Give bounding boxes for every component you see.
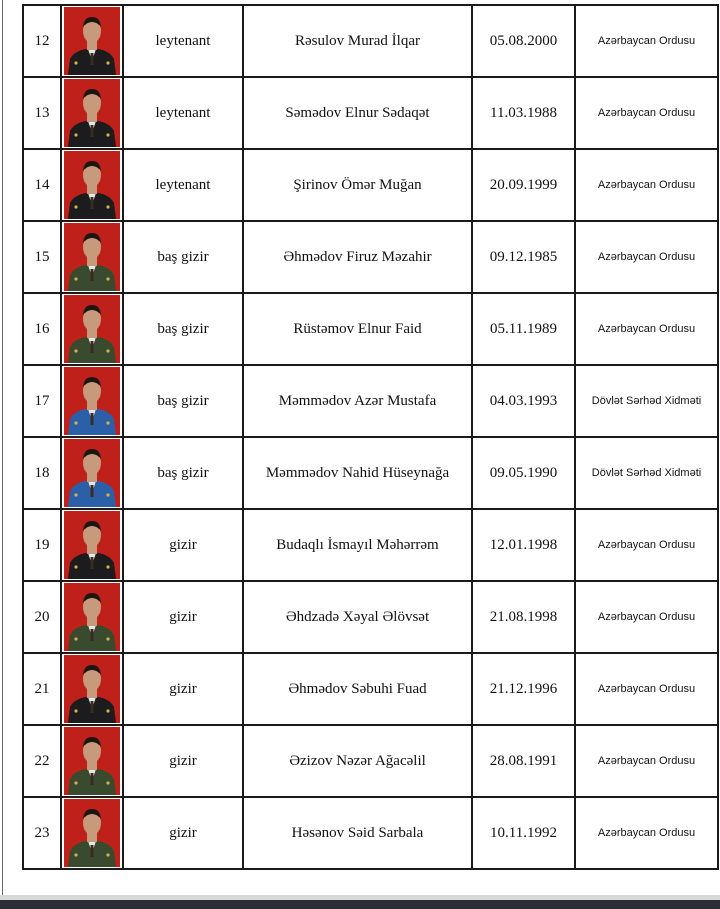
unit-cell: Azərbaycan Ordusu [575, 293, 718, 365]
row-number: 17 [23, 365, 61, 437]
name-cell: Məmmədov Nahid Hüseynağa [243, 437, 472, 509]
row-number: 19 [23, 509, 61, 581]
rank-cell: gizir [123, 509, 243, 581]
table-row [23, 5, 718, 77]
table-row [23, 365, 718, 437]
unit-cell: Azərbaycan Ordusu [575, 5, 718, 77]
rank-cell: leytenant [123, 77, 243, 149]
rank-cell: leytenant [123, 149, 243, 221]
birth-date-cell: 04.03.1993 [472, 365, 575, 437]
birth-date-cell: 11.03.1988 [472, 77, 575, 149]
rank-cell: baş gizir [123, 221, 243, 293]
photo-cell [61, 77, 123, 149]
photo-cell [61, 221, 123, 293]
unit-cell: Azərbaycan Ordusu [575, 149, 718, 221]
rank-cell: baş gizir [123, 293, 243, 365]
soldier-portrait-icon [64, 439, 120, 507]
table-row [23, 221, 718, 293]
soldier-portrait-icon [64, 727, 120, 795]
name-cell: Rəsulov Murad İlqar [243, 5, 472, 77]
row-number: 22 [23, 725, 61, 797]
photo-cell [61, 653, 123, 725]
birth-date-cell: 10.11.1992 [472, 797, 575, 869]
name-cell: Budaqlı İsmayıl Məhərrəm [243, 509, 472, 581]
rank-cell: baş gizir [123, 437, 243, 509]
roster-table-body [23, 5, 718, 869]
name-cell: Əhmədov Səbuhi Fuad [243, 653, 472, 725]
soldier-portrait-icon [64, 799, 120, 867]
table-row [23, 509, 718, 581]
birth-date-cell: 20.09.1999 [472, 149, 575, 221]
photo-cell [61, 5, 123, 77]
soldier-portrait-icon [64, 583, 120, 651]
unit-cell: Azərbaycan Ordusu [575, 581, 718, 653]
unit-cell: Azərbaycan Ordusu [575, 725, 718, 797]
soldier-portrait-icon [64, 511, 120, 579]
rank-cell: gizir [123, 581, 243, 653]
name-cell: Səmədov Elnur Sədaqət [243, 77, 472, 149]
table-row [23, 149, 718, 221]
unit-cell: Azərbaycan Ordusu [575, 797, 718, 869]
row-number: 23 [23, 797, 61, 869]
birth-date-cell: 21.12.1996 [472, 653, 575, 725]
unit-cell: Azərbaycan Ordusu [575, 509, 718, 581]
row-number: 15 [23, 221, 61, 293]
row-number: 18 [23, 437, 61, 509]
row-number: 20 [23, 581, 61, 653]
soldier-portrait-icon [64, 79, 120, 147]
photo-cell [61, 581, 123, 653]
unit-cell: Azərbaycan Ordusu [575, 77, 718, 149]
row-number: 21 [23, 653, 61, 725]
birth-date-cell: 09.12.1985 [472, 221, 575, 293]
table-row [23, 653, 718, 725]
soldier-portrait-icon [64, 7, 120, 75]
photo-cell [61, 725, 123, 797]
roster-table-container [22, 4, 705, 870]
soldier-portrait-icon [64, 295, 120, 363]
photo-cell [61, 797, 123, 869]
rank-cell: gizir [123, 725, 243, 797]
unit-cell: Azərbaycan Ordusu [575, 653, 718, 725]
birth-date-cell: 05.08.2000 [472, 5, 575, 77]
name-cell: Əzizov Nəzər Ağacəlil [243, 725, 472, 797]
birth-date-cell: 05.11.1989 [472, 293, 575, 365]
rank-cell: gizir [123, 797, 243, 869]
table-row [23, 437, 718, 509]
table-row [23, 725, 718, 797]
birth-date-cell: 09.05.1990 [472, 437, 575, 509]
page-left-border [2, 0, 3, 895]
row-number: 14 [23, 149, 61, 221]
window-bottom-bar [0, 900, 720, 909]
rank-cell: gizir [123, 653, 243, 725]
rank-cell: baş gizir [123, 365, 243, 437]
photo-cell [61, 149, 123, 221]
row-number: 13 [23, 77, 61, 149]
name-cell: Məmmədov Azər Mustafa [243, 365, 472, 437]
soldier-portrait-icon [64, 367, 120, 435]
photo-cell [61, 293, 123, 365]
table-row [23, 77, 718, 149]
table-row [23, 797, 718, 869]
birth-date-cell: 21.08.1998 [472, 581, 575, 653]
unit-cell: Dövlət Sərhəd Xidməti [575, 365, 718, 437]
table-row [23, 581, 718, 653]
birth-date-cell: 28.08.1991 [472, 725, 575, 797]
table-row [23, 293, 718, 365]
unit-cell: Azərbaycan Ordusu [575, 221, 718, 293]
rank-cell: leytenant [123, 5, 243, 77]
unit-cell: Dövlət Sərhəd Xidməti [575, 437, 718, 509]
name-cell: Rüstəmov Elnur Faid [243, 293, 472, 365]
name-cell: Əhmədov Firuz Məzahir [243, 221, 472, 293]
photo-cell [61, 437, 123, 509]
soldier-portrait-icon [64, 655, 120, 723]
birth-date-cell: 12.01.1998 [472, 509, 575, 581]
soldier-portrait-icon [64, 223, 120, 291]
name-cell: Əhdzadə Xəyal Əlövsət [243, 581, 472, 653]
soldier-portrait-icon [64, 151, 120, 219]
name-cell: Şirinov Ömər Muğan [243, 149, 472, 221]
roster-table [22, 4, 719, 870]
row-number: 12 [23, 5, 61, 77]
photo-cell [61, 365, 123, 437]
row-number: 16 [23, 293, 61, 365]
photo-cell [61, 509, 123, 581]
name-cell: Həsənov Səid Sarbala [243, 797, 472, 869]
